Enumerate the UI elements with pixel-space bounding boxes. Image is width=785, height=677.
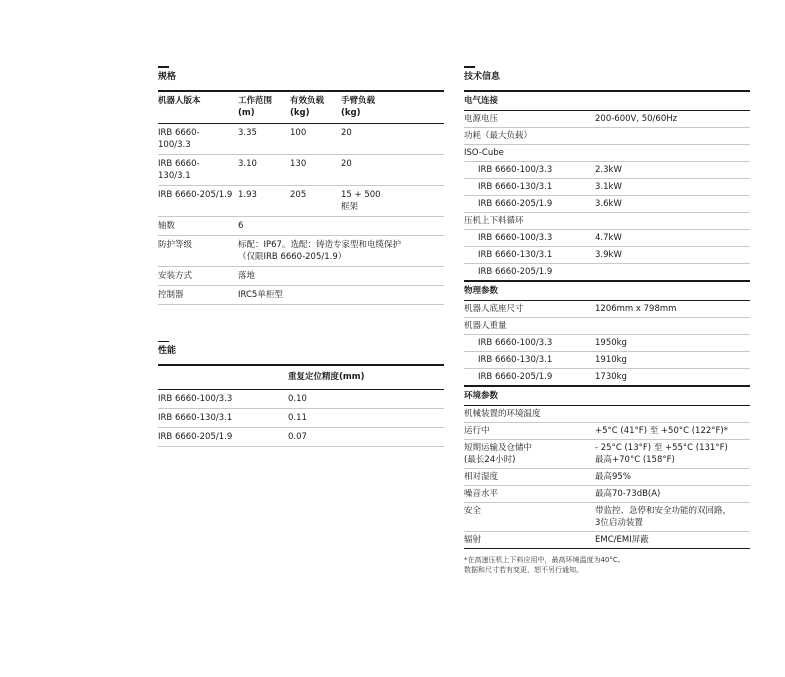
table-row <box>158 286 444 305</box>
tech-label: 机械装置的环境温度 <box>464 408 541 419</box>
spec-header-row <box>158 92 444 124</box>
spec-payload-cell: 205 <box>290 189 307 200</box>
table-row <box>158 217 444 236</box>
tech-label: 机器人重量 <box>464 320 507 331</box>
spec-reach-cell: 1.93 <box>238 189 257 200</box>
table-row <box>158 186 444 217</box>
table-row <box>464 179 750 196</box>
table-row <box>464 128 750 145</box>
table-row <box>464 440 750 469</box>
table-row <box>464 247 750 264</box>
perf-value-cell: 0.11 <box>288 413 307 423</box>
tech-value: 1730kg <box>595 371 627 382</box>
spec-extra-label: 轴数 <box>158 220 176 231</box>
tech-label: 辐射 <box>464 534 482 545</box>
table-row <box>158 428 444 447</box>
tech-value: 3.9kW <box>595 249 622 260</box>
tech-label: 电源电压 <box>464 113 499 124</box>
tech-value: EMC/EMI屏蔽 <box>595 534 649 545</box>
table-row <box>464 196 750 213</box>
tech-value: 带监控、急停和安全功能的双回路， 3位启动装置 <box>595 505 732 528</box>
spec-armload-cell: 20 <box>341 127 352 138</box>
table-row <box>464 264 750 280</box>
tech-label: IRB 6660-130/3.1 <box>478 354 553 365</box>
table-row <box>464 486 750 503</box>
footnote: 数据和尺寸若有变更，恕不另行通知。 <box>464 565 583 574</box>
tech-label: 运行中 <box>464 425 490 436</box>
table-row <box>158 123 444 155</box>
perf-model-cell: IRB 6660-100/3.3 <box>158 394 233 404</box>
spec-model-cell: IRB 6660-205/1.9 <box>158 189 233 200</box>
table-row <box>464 352 750 369</box>
tech-value: 最高95% <box>595 471 631 482</box>
section-dash <box>158 341 169 343</box>
spec-armload-cell: 20 <box>341 158 352 169</box>
perf-header-repeatability: 重复定位精度(mm) <box>288 372 365 382</box>
tech-value: 3.6kW <box>595 198 622 209</box>
tech-table <box>464 90 750 575</box>
table-row <box>464 335 750 352</box>
tech-value: 4.7kW <box>595 232 622 243</box>
table-row <box>464 469 750 486</box>
table-row <box>464 213 750 230</box>
tech-value <box>595 147 750 159</box>
tech-label: IRB 6660-130/3.1 <box>478 181 553 192</box>
spec-armload-cell: 15 + 500 框架 <box>341 189 381 212</box>
table-row <box>464 318 750 335</box>
tech-label: IRB 6660-130/3.1 <box>478 249 553 260</box>
spec-model-cell: IRB 6660- 100/3.3 <box>158 127 200 150</box>
tech-label: 噪音水平 <box>464 488 499 499</box>
left-column <box>158 66 444 483</box>
spec-title: 规格 <box>158 71 177 82</box>
tech-value: - 25°C (13°F) 至 +55°C (131°F) 最高+70°C (158°F) <box>595 442 728 465</box>
footnote: *在高速压机上下料应用中，最高环境温度为40°C。 <box>464 555 625 564</box>
table-row <box>464 230 750 247</box>
tech-label: 机器人底座尺寸 <box>464 303 524 314</box>
tech-title: 技术信息 <box>464 71 501 82</box>
group-physical: 物理参数 <box>464 280 750 301</box>
table-row <box>158 155 444 186</box>
tech-value <box>595 320 750 332</box>
spec-payload-cell: 100 <box>290 127 307 138</box>
table-row <box>464 423 750 440</box>
table-row <box>464 503 750 532</box>
tech-label: 安全 <box>464 505 482 516</box>
tech-value: 最高70-73dB(A) <box>595 488 661 499</box>
perf-title: 性能 <box>158 346 177 356</box>
table-row <box>464 162 750 179</box>
spec-header-model: 机器人版本 <box>158 95 201 106</box>
tech-label: 短期运输及仓储中 (最长24小时) <box>464 442 533 465</box>
tech-value <box>595 266 750 278</box>
table-row <box>158 267 444 286</box>
tech-label: IRB 6660-100/3.3 <box>478 337 553 348</box>
tech-label: IRB 6660-100/3.3 <box>478 164 553 175</box>
spec-extra-value: 标配：IP67。选配：铸造专家型和电缆保护 （仅限IRB 6660-205/1.9） <box>238 239 401 262</box>
tech-value: 1910kg <box>595 354 627 365</box>
tech-value <box>595 130 750 142</box>
table-row <box>464 532 750 549</box>
group-electrical: 电气连接 <box>464 90 750 111</box>
tech-value <box>595 215 750 227</box>
tech-value <box>595 408 750 420</box>
spec-header-reach: 工作范围 (m) <box>238 95 273 118</box>
right-column <box>464 66 750 575</box>
tech-label: IRB 6660-205/1.9 <box>478 371 553 382</box>
spec-extra-value: 落地 <box>238 270 256 281</box>
footnotes <box>464 555 750 575</box>
spec-model-cell: IRB 6660- 130/3.1 <box>158 158 200 181</box>
spec-section <box>158 66 444 305</box>
section-dash <box>158 66 169 68</box>
spec-reach-cell: 3.35 <box>238 127 257 138</box>
tech-label: IRB 6660-100/3.3 <box>478 232 553 243</box>
spec-extra-value: IRC5单柜型 <box>238 289 283 300</box>
spec-extra-label: 控制器 <box>158 289 184 300</box>
spec-header-payload: 有效负载 (kg) <box>290 95 325 118</box>
section-dash <box>464 66 475 68</box>
perf-header-row <box>158 366 444 390</box>
table-row <box>464 369 750 385</box>
tech-value: +5°C (41°F) 至 +50°C (122°F)* <box>595 425 728 436</box>
spec-payload-cell: 130 <box>290 158 307 169</box>
tech-label: IRB 6660-205/1.9 <box>478 266 553 277</box>
table-row <box>158 409 444 428</box>
perf-header-empty <box>158 371 288 383</box>
tech-value: 2.3kW <box>595 164 622 175</box>
perf-value-cell: 0.10 <box>288 394 307 404</box>
tech-value: 1206mm x 798mm <box>595 303 677 314</box>
tech-value: 1950kg <box>595 337 627 348</box>
table-row <box>158 236 444 267</box>
perf-table <box>158 366 444 447</box>
tech-label: ISO-Cube <box>464 147 504 158</box>
tech-label: IRB 6660-205/1.9 <box>478 198 553 209</box>
group-environment: 环境参数 <box>464 385 750 406</box>
table-row <box>464 406 750 423</box>
table-row <box>464 111 750 128</box>
perf-model-cell: IRB 6660-205/1.9 <box>158 432 233 442</box>
spec-table <box>158 92 444 305</box>
tech-label: 相对湿度 <box>464 471 499 482</box>
spec-reach-cell: 3.10 <box>238 158 257 169</box>
tech-label: 压机上下料循环 <box>464 215 524 226</box>
table-row <box>464 145 750 162</box>
tech-value: 200-600V, 50/60Hz <box>595 113 678 124</box>
spec-extra-label: 防护等级 <box>158 239 193 250</box>
perf-section <box>158 341 444 448</box>
tech-value: 3.1kW <box>595 181 622 192</box>
spec-extra-label: 安装方式 <box>158 270 193 281</box>
perf-model-cell: IRB 6660-130/3.1 <box>158 413 233 423</box>
perf-value-cell: 0.07 <box>288 432 307 442</box>
spec-extra-value: 6 <box>238 220 244 231</box>
tech-label: 功耗（最大负载） <box>464 130 533 141</box>
spec-header-armload: 手臂负载 (kg) <box>341 95 376 118</box>
table-row <box>464 301 750 318</box>
table-row <box>158 390 444 409</box>
